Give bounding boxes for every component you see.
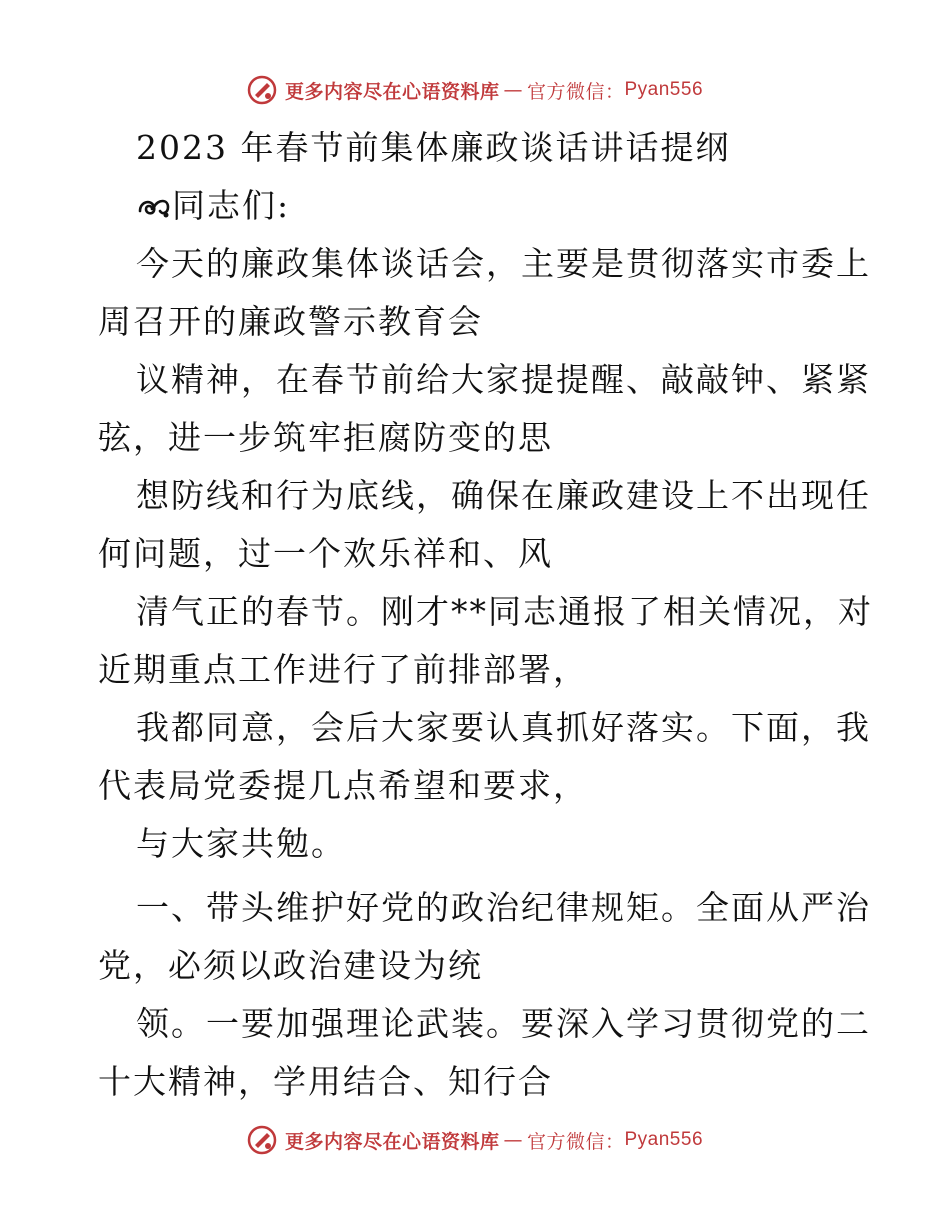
body-line: 清气正的春节。刚才**同志通报了相关情况，对 [136, 592, 873, 631]
watermark-separator: — [503, 1129, 523, 1151]
body-line: 党，必须以政治建设为统 [98, 946, 483, 985]
watermark-text: 更多内容尽在心语资料库 [284, 1130, 500, 1153]
body-line: 一、带头维护好党的政治纪律规矩。全面从严治 [136, 888, 871, 927]
body-line: 今天的廉政集体谈话会，主要是贯彻落实市委上 [136, 244, 871, 283]
body-line: 周召开的廉政警示教育会 [98, 302, 483, 341]
body-line: 近期重点工作进行了前排部署， [98, 650, 588, 689]
body-line: 何问题，过一个欢乐祥和、风 [98, 534, 553, 573]
greeting-text: 同志们: [172, 186, 291, 225]
body-line: 与大家共勉。 [136, 824, 346, 863]
watermark-text: 更多内容尽在心语资料库 [284, 80, 500, 103]
body-line: 领。一要加强理论武装。要深入学习贯彻党的二 [136, 1004, 871, 1043]
body-line: 十大精神，学用结合、知行合 [98, 1062, 553, 1101]
document-title: 2023 年春节前集体廉政谈话讲话提纲 [136, 128, 731, 167]
body-line: 想防线和行为底线，确保在廉政建设上不出现任 [136, 476, 871, 515]
body-line: 代表局党委提几点希望和要求， [98, 766, 588, 805]
watermark-contact-id: Pyan556 [624, 79, 704, 100]
watermark-contact-id: Pyan556 [624, 1129, 704, 1150]
watermark-contact-label: 官方微信： [526, 80, 625, 103]
watermark-contact-label: 官方微信： [526, 1130, 625, 1153]
body-line: 议精神，在春节前给大家提提醒、敲敲钟、紧紧 [136, 360, 871, 399]
logo-icon [247, 1125, 277, 1155]
swirl-ornament-icon [136, 191, 172, 221]
body-line: 弦，进一步筑牢拒腐防变的思 [98, 418, 553, 457]
logo-icon [247, 75, 277, 105]
watermark-header [0, 72, 950, 108]
watermark-footer [0, 1122, 950, 1158]
watermark-separator: — [503, 79, 523, 101]
greeting [136, 186, 290, 226]
body-line: 我都同意，会后大家要认真抓好落实。下面，我 [136, 708, 871, 747]
